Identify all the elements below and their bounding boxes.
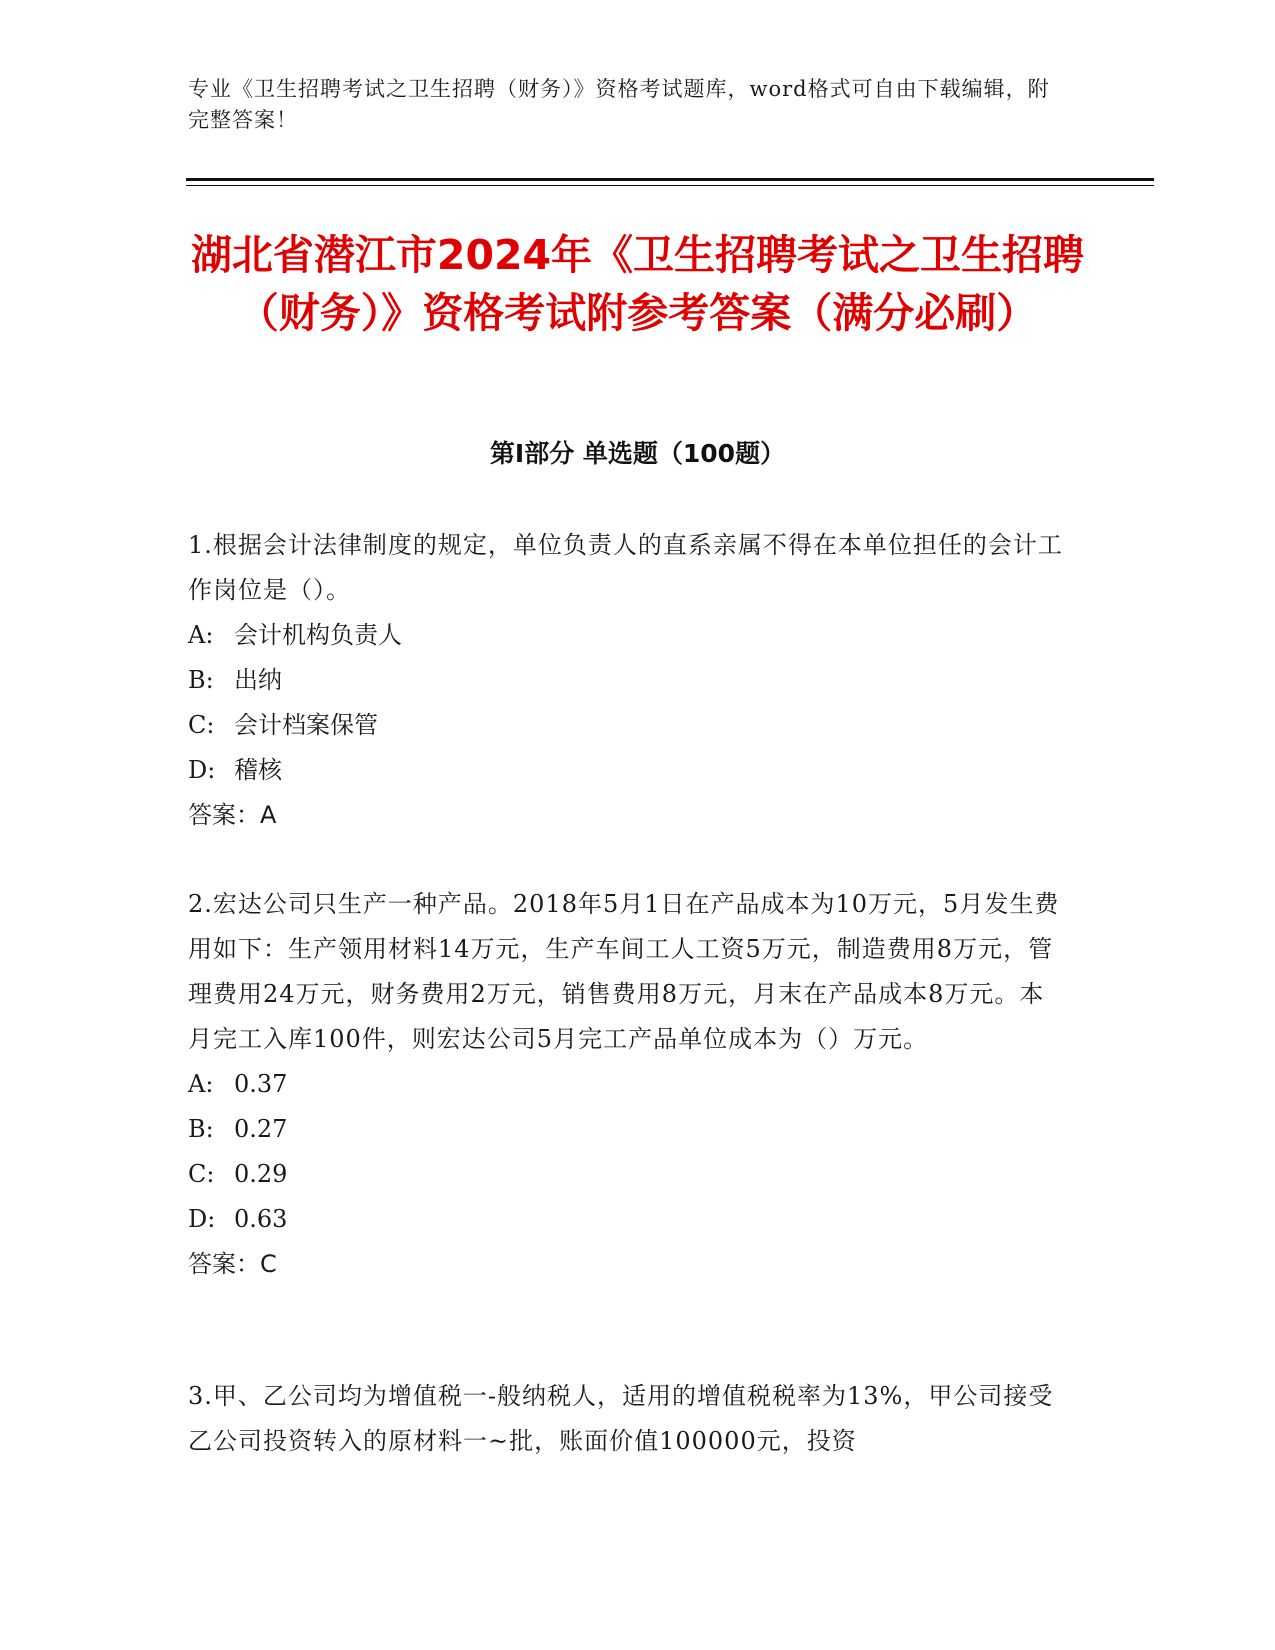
answer: 答案：C <box>188 1250 277 1278</box>
question-3 <box>188 1374 1068 1464</box>
option-text: 会计机构负责人 <box>234 621 402 649</box>
option-a <box>188 1062 1068 1107</box>
option-key: B: <box>188 666 214 694</box>
header-divider-thick <box>186 178 1154 181</box>
question-stem: 2.宏达公司只生产一种产品。2018年5月1日在产品成本为10万元，5月发生费用如下：生产领用材料14万元，生产车间工人工资5万元，制造费用8万元，管理费用24万元，财务费用2万元，销售费用8万元，月末在产品成本8万元。本月完工入库100件，则宏达公司5月完工产品单位成本为（）万元。 <box>188 890 1060 1053</box>
question-2 <box>188 882 1068 1287</box>
header-divider-thin <box>186 185 1154 186</box>
option-key: A: <box>188 621 214 649</box>
question-stem: 3.甲、乙公司均为增值税一-般纳税人，适用的增值税税率为13%，甲公司接受乙公司投资转入的原材料一~批，账面价值100000元，投资 <box>188 1382 1054 1455</box>
option-text: 0.27 <box>234 1115 288 1143</box>
option-b <box>188 1107 1068 1152</box>
option-key: D: <box>188 1205 216 1233</box>
answer: 答案：A <box>188 801 277 829</box>
option-key: D: <box>188 756 216 784</box>
option-key: C: <box>188 1160 215 1188</box>
question-stem: 1.根据会计法律制度的规定，单位负责人的直系亲属不得在本单位担任的会计工作岗位是（）。 <box>188 531 1063 604</box>
option-c <box>188 1152 1068 1197</box>
option-b <box>188 658 1068 703</box>
option-key: B: <box>188 1115 214 1143</box>
option-text: 出纳 <box>234 666 282 694</box>
option-text: 0.63 <box>234 1205 288 1233</box>
option-key: C: <box>188 711 215 739</box>
option-text: 0.29 <box>234 1160 288 1188</box>
option-c <box>188 703 1068 748</box>
document-title: 湖北省潜江市2024年《卫生招聘考试之卫生招聘（财务）》资格考试附参考答案（满分必刷） <box>190 231 1085 337</box>
option-text: 0.37 <box>234 1070 288 1098</box>
option-d <box>188 748 1068 793</box>
option-a <box>188 613 1068 658</box>
option-text: 稽核 <box>234 756 282 784</box>
option-text: 会计档案保管 <box>234 711 378 739</box>
question-1 <box>188 523 1068 838</box>
header-note: 专业《卫生招聘考试之卫生招聘（财务）》资格考试题库，word格式可自由下载编辑，附完整答案！ <box>188 77 1050 132</box>
option-d <box>188 1197 1068 1242</box>
section-heading: 第I部分 单选题（100题） <box>489 439 786 468</box>
option-key: A: <box>188 1070 214 1098</box>
